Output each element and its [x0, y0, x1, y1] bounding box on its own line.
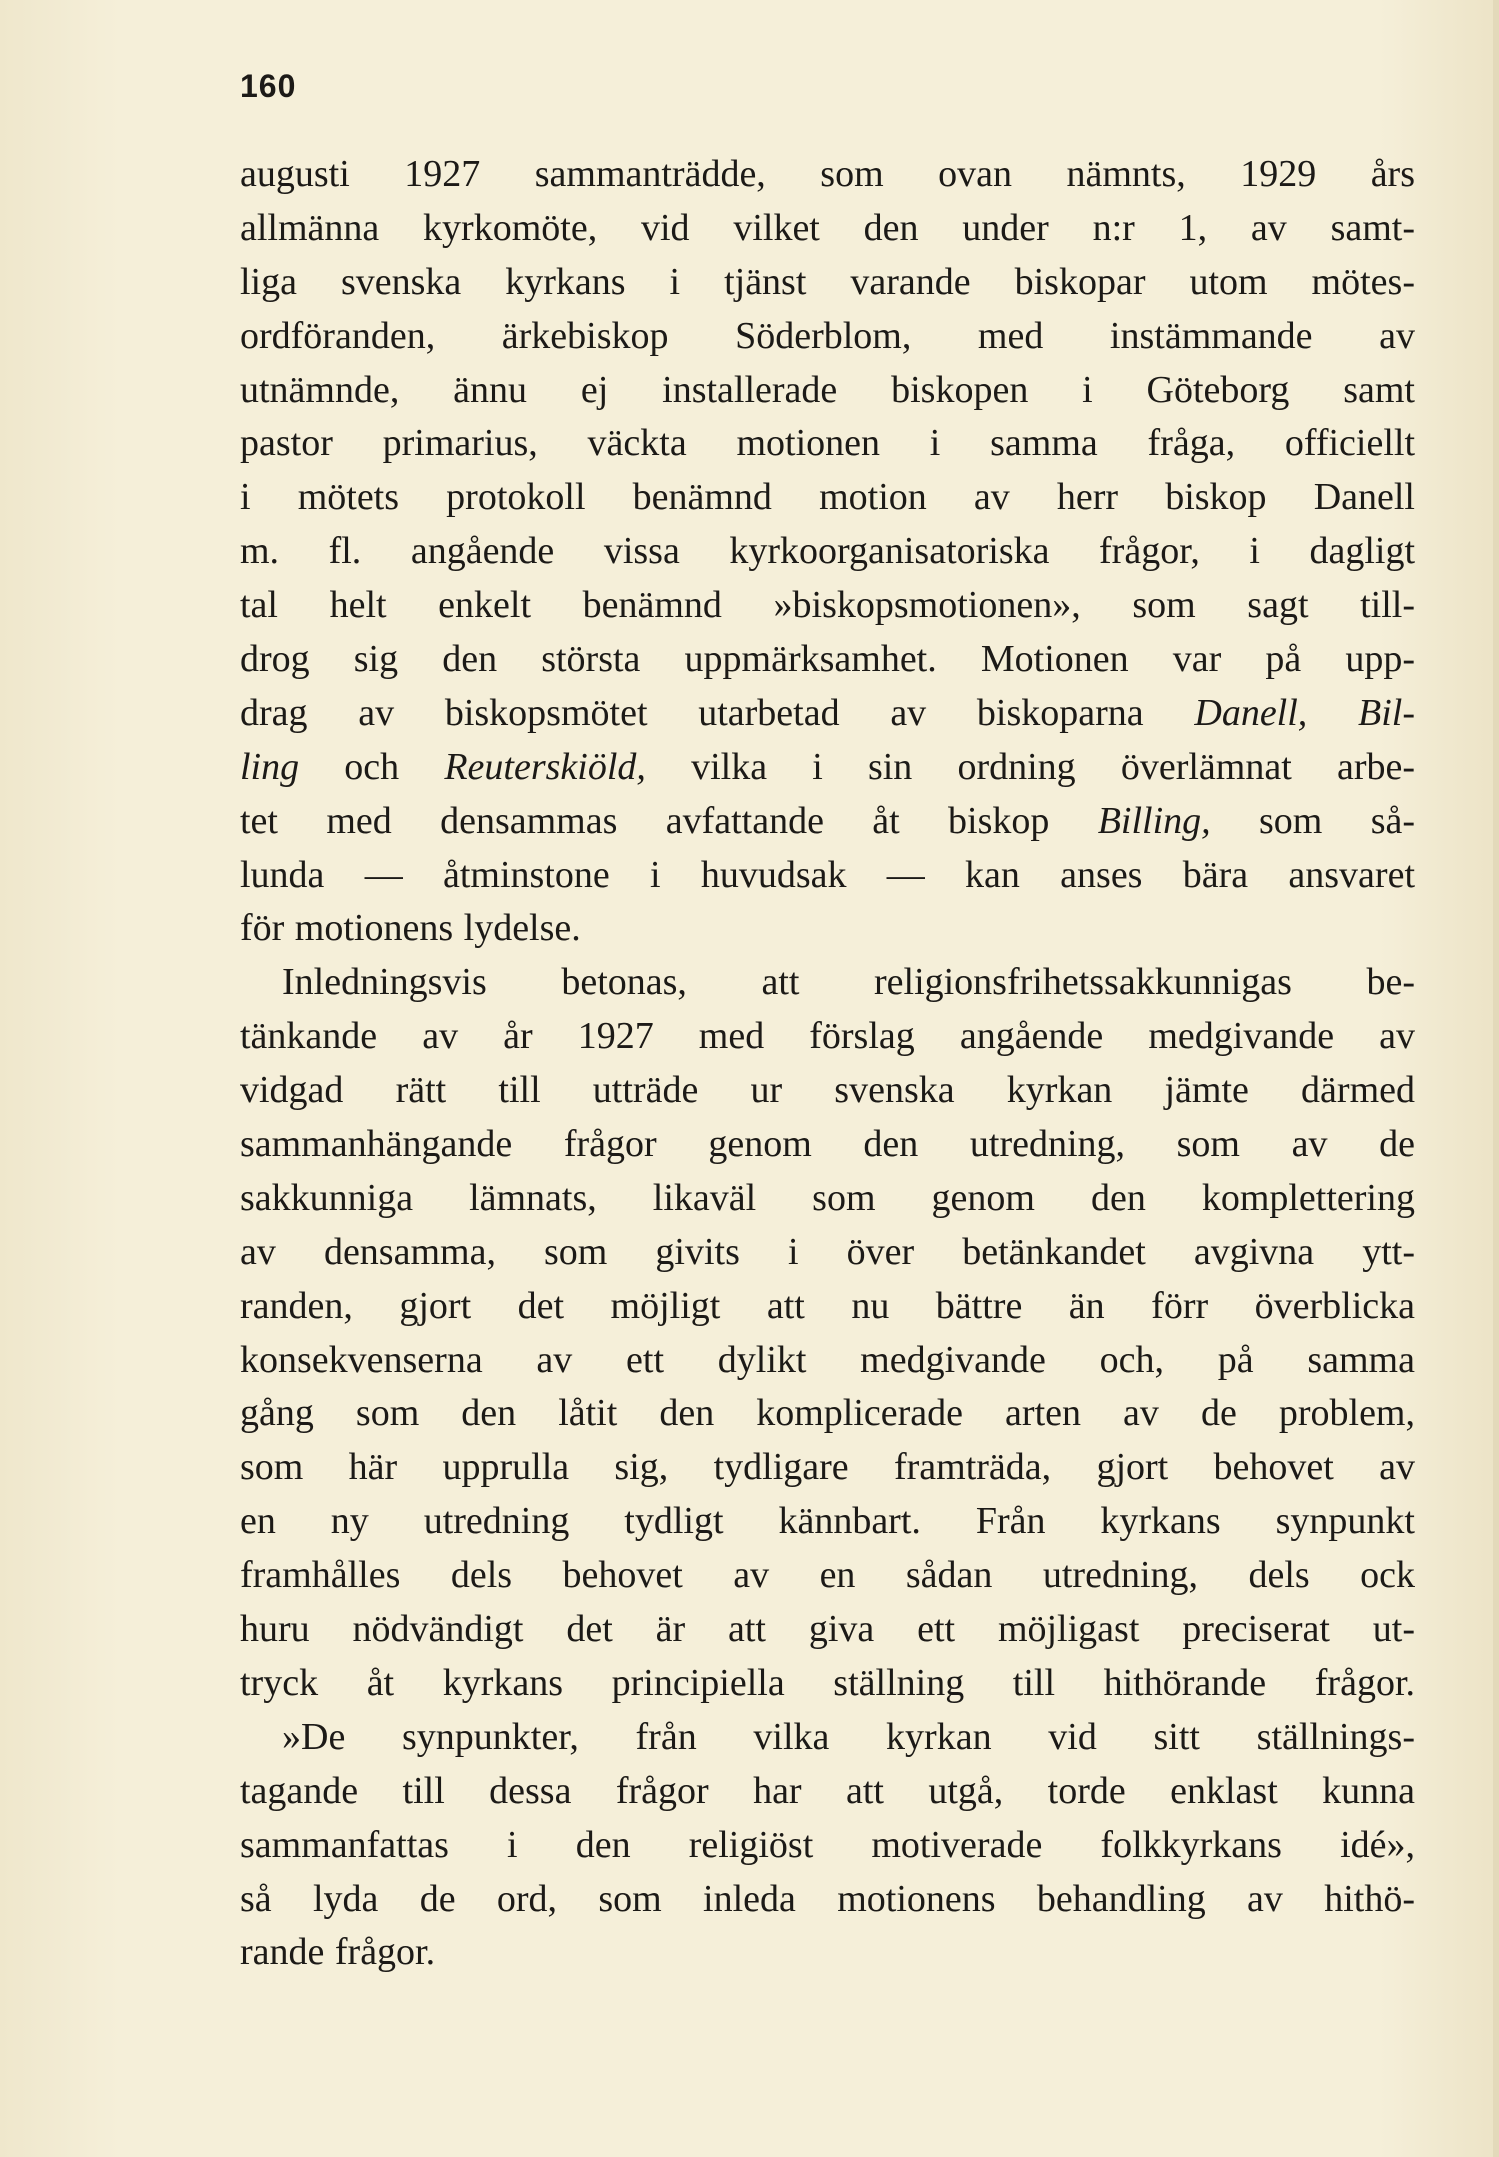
text-run: randen, gjort det möjligt att nu bättre än förr överblicka — [240, 1284, 1415, 1327]
text-line — [240, 849, 1415, 903]
text-line — [240, 525, 1415, 579]
text-run: tet med densammas avfattande åt biskop — [240, 799, 1098, 842]
text-line — [240, 417, 1415, 471]
text-run: tagande till dessa frågor har att utgå, torde enklast kunna — [240, 1769, 1415, 1812]
text-run: för motionens lydelse. — [240, 907, 581, 950]
text-run: sammanfattas i den religiöst motiverade folkkyrkans idé», — [240, 1823, 1415, 1866]
text-line — [240, 1926, 1415, 1980]
page-edge — [1493, 0, 1499, 2157]
text-run: tal helt enkelt benämnd »biskopsmotionen», som sagt till- — [240, 584, 1415, 627]
text-run: pastor primarius, väckta motionen i samma fråga, officiellt — [240, 422, 1415, 465]
text-run: av densamma, som givits i över betänkandet avgivna ytt- — [240, 1230, 1415, 1273]
text-run: rande frågor. — [240, 1931, 436, 1974]
text-run: lunda — åtminstone i huvudsak — kan anses bära ansvaret — [240, 853, 1415, 896]
text-line — [240, 633, 1415, 687]
text-line — [240, 795, 1415, 849]
text-run: sammanhängande frågor genom den utredning, som av de — [240, 1123, 1415, 1166]
text-line — [240, 902, 1415, 956]
text-line — [240, 1064, 1415, 1118]
text-line — [240, 364, 1415, 418]
text-line — [240, 1118, 1415, 1172]
text-line — [240, 1010, 1415, 1064]
text-line — [240, 1495, 1415, 1549]
italic-name: Billing, — [1097, 799, 1211, 842]
text-line — [240, 1657, 1415, 1711]
body-text — [240, 148, 1415, 1980]
text-run: »De synpunkter, från vilka kyrkan vid sitt ställnings- — [282, 1715, 1415, 1758]
text-line — [240, 148, 1415, 202]
text-line — [240, 1226, 1415, 1280]
italic-name: Reuterskiöld, — [444, 745, 646, 788]
text-run: tänkande av år 1927 med förslag angående medgivande av — [240, 1015, 1415, 1058]
text-run: Inledningsvis betonas, att religionsfrihetssakkunnigas be- — [282, 961, 1415, 1004]
text-line — [240, 956, 1415, 1010]
italic-name: Danell, Bil- — [1194, 691, 1416, 734]
text-run: sakkunniga lämnats, likaväl som genom den komplettering — [240, 1176, 1415, 1219]
text-run: vilka i sin ordning överlämnat arbe- — [645, 745, 1415, 788]
text-line — [240, 1549, 1415, 1603]
text-line — [240, 1765, 1415, 1819]
text-run: utnämnde, ännu ej installerade biskopen i Göteborg samt — [240, 368, 1415, 411]
text-line — [240, 310, 1415, 364]
text-run: ordföranden, ärkebiskop Söderblom, med instämmande av — [240, 314, 1415, 357]
text-run: framhålles dels behovet av en sådan utredning, dels ock — [240, 1554, 1415, 1597]
text-run: drag av biskopsmötet utarbetad av biskoparna — [240, 691, 1195, 734]
text-run: drog sig den största uppmärksamhet. Motionen var på upp- — [240, 638, 1415, 681]
text-run: m. fl. angående vissa kyrkoorganisatoriska frågor, i dagligt — [240, 530, 1415, 573]
text-run: gång som den låtit den komplicerade arten av de problem, — [240, 1392, 1415, 1435]
text-line — [240, 1387, 1415, 1441]
text-run: och — [299, 745, 445, 788]
page-number: 160 — [240, 68, 297, 104]
text-line — [240, 1441, 1415, 1495]
text-run: liga svenska kyrkans i tjänst varande biskopar utom mötes- — [240, 260, 1415, 303]
text-line — [240, 202, 1415, 256]
italic-name: ling — [240, 745, 300, 788]
text-line — [240, 579, 1415, 633]
text-run: som här upprulla sig, tydligare framträda, gjort behovet av — [240, 1446, 1415, 1489]
text-run: konsekvenserna av ett dylikt medgivande och, på samma — [240, 1338, 1415, 1381]
text-line — [240, 687, 1415, 741]
text-run: allmänna kyrkomöte, vid vilket den under n:r 1, av samt- — [240, 206, 1415, 249]
text-line — [240, 471, 1415, 525]
text-line — [240, 1334, 1415, 1388]
text-line — [240, 741, 1415, 795]
text-line — [240, 1711, 1415, 1765]
text-run: augusti 1927 sammanträdde, som ovan nämnts, 1929 års — [240, 153, 1415, 195]
text-run: vidgad rätt till utträde ur svenska kyrkan jämte därmed — [240, 1069, 1415, 1112]
text-line — [240, 1603, 1415, 1657]
text-line — [240, 1280, 1415, 1334]
text-run: huru nödvändigt det är att giva ett möjligast preciserat ut- — [240, 1608, 1415, 1651]
text-run: i mötets protokoll benämnd motion av herr biskop Danell — [240, 476, 1415, 519]
text-run: så lyda de ord, som inleda motionens behandling av hithö- — [240, 1877, 1415, 1920]
text-line — [240, 256, 1415, 310]
text-line — [240, 1819, 1415, 1873]
text-run: en ny utredning tydligt kännbart. Från kyrkans synpunkt — [240, 1500, 1415, 1543]
text-run: som så- — [1210, 799, 1415, 842]
text-line — [240, 1873, 1415, 1927]
text-line — [240, 1172, 1415, 1226]
text-run: tryck åt kyrkans principiella ställning till hithörande frågor. — [240, 1661, 1415, 1704]
